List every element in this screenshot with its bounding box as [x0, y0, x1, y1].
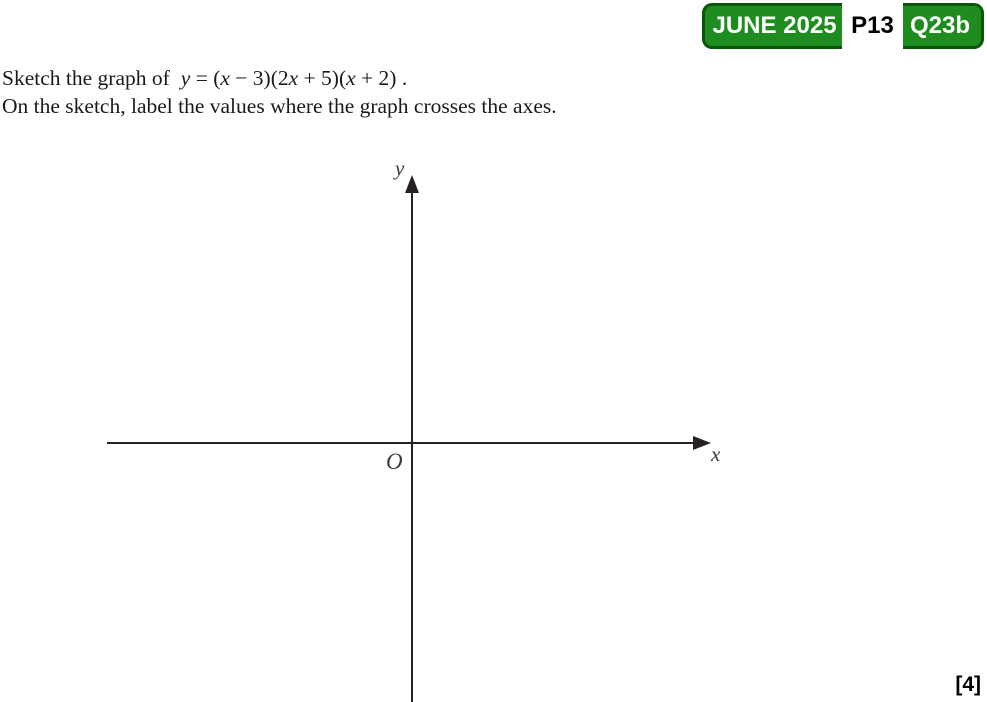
- equation-part: = (: [190, 66, 221, 90]
- marks-label: [4]: [955, 673, 981, 696]
- badge-question: Q23b: [903, 3, 984, 49]
- badge-paper: P13: [842, 3, 903, 49]
- x-axis-label: x: [711, 442, 721, 466]
- y-axis: [411, 186, 413, 702]
- equation-var-x: x: [346, 66, 356, 90]
- badge-session: JUNE 2025: [702, 3, 842, 49]
- equation-part: − 3)(2: [229, 66, 289, 90]
- x-axis-arrowhead-icon: [693, 436, 711, 450]
- equation-var-y: y: [180, 66, 191, 90]
- equation-var-x: x: [288, 66, 299, 90]
- x-axis: [107, 442, 697, 444]
- equation-var-x: x: [220, 66, 230, 90]
- question-line-2: On the sketch, label the values where the graph crosses the axes.: [2, 94, 557, 118]
- y-axis-label: y: [395, 156, 405, 180]
- origin-label: O: [386, 449, 403, 474]
- y-axis-arrowhead-icon: [405, 175, 419, 193]
- equation-part: + 5)(: [298, 66, 347, 90]
- equation-part: + 2) .: [355, 66, 408, 90]
- question-prefix: Sketch the graph of: [2, 66, 170, 90]
